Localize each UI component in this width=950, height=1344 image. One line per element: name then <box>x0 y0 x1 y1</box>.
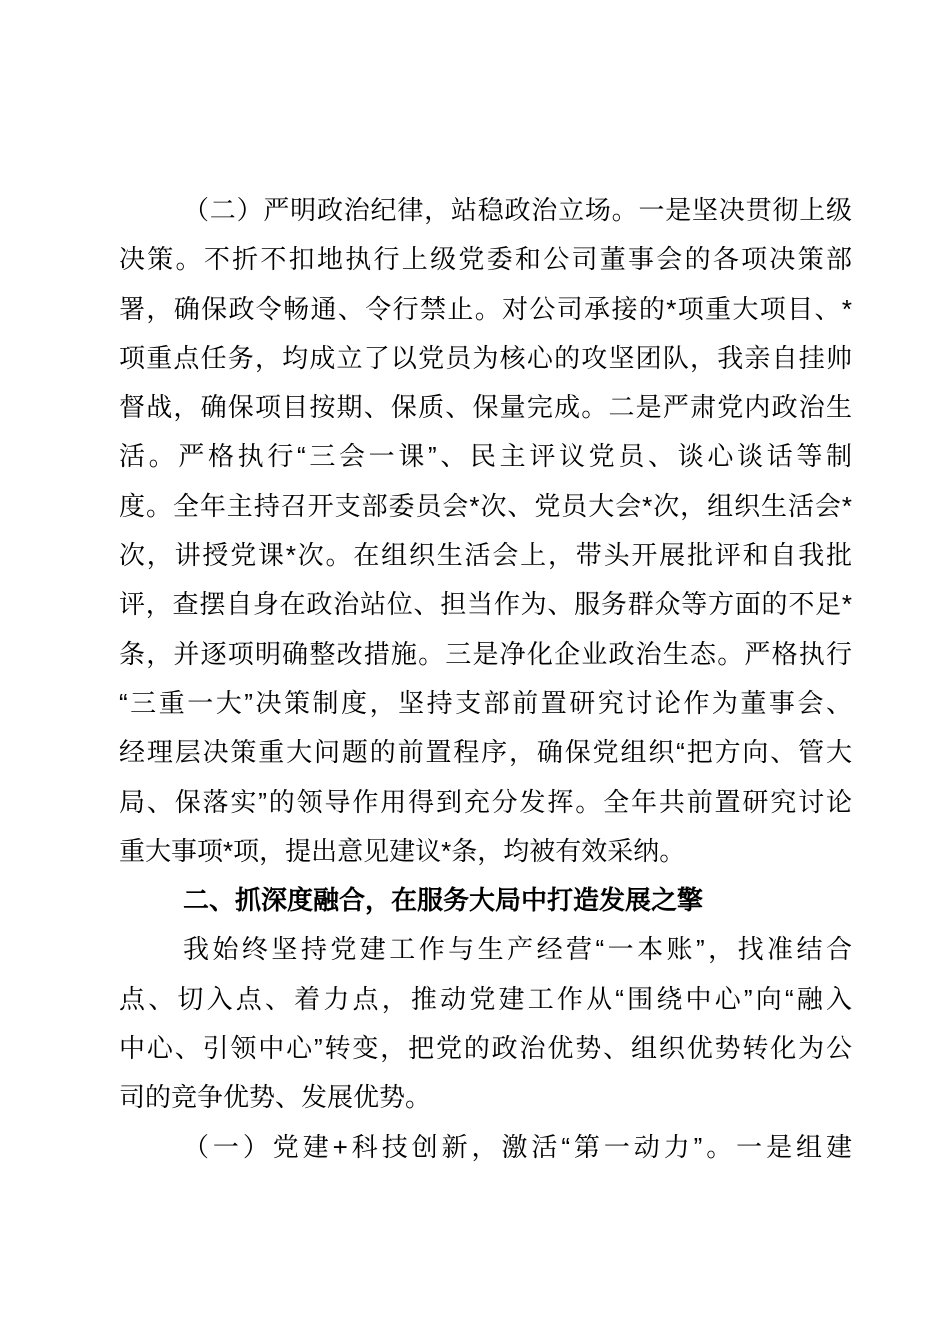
document-body <box>119 186 852 1172</box>
text-line: 次，讲授党课*次。在组织生活会上，带头开展批评和自我批 <box>119 540 852 571</box>
text-line: 条，并逐项明确整改措施。三是净化企业政治生态。严格执行 <box>119 638 852 669</box>
text-line: “三重一大”决策制度，坚持支部前置研究讨论作为董事会、 <box>119 687 852 718</box>
text-line: 活。严格执行“三会一课”、民主评议党员、谈心谈话等制 <box>119 441 852 472</box>
text-line: 经理层决策重大问题的前置程序，确保党组织“把方向、管大 <box>119 737 852 768</box>
text-line: 我始终坚持党建工作与生产经营“一本账”，找准结合 <box>183 934 852 965</box>
text-line: 司的竞争优势、发展优势。 <box>119 1082 432 1113</box>
text-line: 决策。不折不扣地执行上级党委和公司董事会的各项决策部 <box>119 244 852 275</box>
text-line: 局、保落实”的领导作用得到充分发挥。全年共前置研究讨论 <box>119 786 852 817</box>
text-line: （二）严明政治纪律，站稳政治立场。一是坚决贯彻上级 <box>183 195 852 225</box>
text-line: （一）党建+科技创新，激活“第一动力”。一是组建 <box>183 1131 852 1162</box>
text-line: 点、切入点、着力点，推动党建工作从“围绕中心”向“融入 <box>119 983 852 1014</box>
text-line: 中心、引领中心”转变，把党的政治优势、组织优势转化为公 <box>119 1033 852 1064</box>
text-line: 督战，确保项目按期、保质、保量完成。二是严肃党内政治生 <box>119 392 852 423</box>
text-line: 度。全年主持召开支部委员会*次、党员大会*次，组织生活会* <box>119 490 852 521</box>
text-line: 重大事项*项，提出意见建议*条，均被有效采纳。 <box>119 835 686 866</box>
text-line: 项重点任务，均成立了以党员为核心的攻坚团队，我亲自挂帅 <box>119 342 852 373</box>
text-line: 署，确保政令畅通、令行禁止。对公司承接的*项重大项目、* <box>119 293 852 324</box>
text-line: 评，查摆自身在政治站位、担当作为、服务群众等方面的不足* <box>119 589 852 620</box>
section-heading: 二、抓深度融合，在服务大局中打造发展之擎 <box>183 885 704 916</box>
